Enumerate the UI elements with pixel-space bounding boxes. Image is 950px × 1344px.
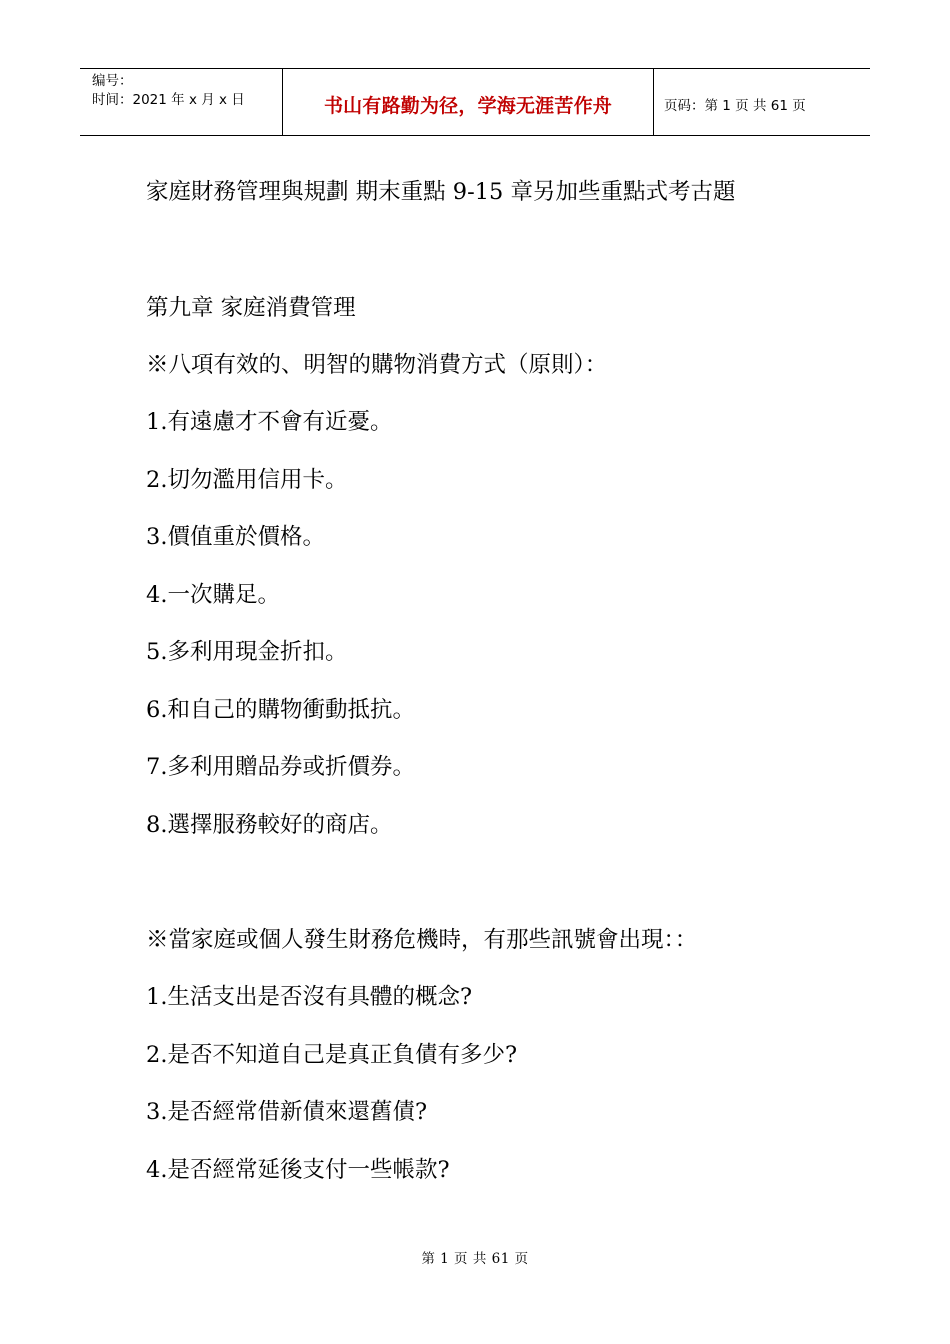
list-item: 2.切勿濫用信用卡。 [146,467,348,493]
list-item: 1.生活支出是否沒有具體的概念? [146,984,473,1010]
header-meta [80,69,282,135]
list-item: 6.和自己的購物衝動抵抗。 [146,697,415,723]
header-motto: 书山有路勤为径，学海无涯苦作舟 [323,94,612,117]
chapter-heading: 第九章 家庭消費管理 [146,295,356,321]
list-item: 2.是否不知道自己是真正負債有多少? [146,1042,518,1068]
list-item: 1.有遠慮才不會有近憂。 [146,409,393,435]
header-motto-cell [282,69,654,135]
header-page-info: 页码：第 1 页 共 61 页 [664,97,806,114]
list-item: 8.選擇服務較好的商店。 [146,812,393,838]
list-item: 3.是否經常借新債來還舊債? [146,1099,428,1125]
number-label: 编号： [92,73,133,89]
header-page-cell [654,69,870,135]
document-header [80,68,870,136]
section-heading: ※當家庭或個人發生財務危機時，有那些訊號會出現：： [146,927,698,953]
list-item: 4.是否經常延後支付一些帳款? [146,1157,450,1183]
section-heading: ※八項有效的、明智的購物消費方式（原則）： [146,352,608,378]
document-title: 家庭財務管理與規劃 期末重點 9-15 章另加些重點式考古題 [146,179,736,205]
time-label: 时间：2021 年 x 月 x 日 [92,92,245,108]
list-item: 3.價值重於價格。 [146,524,325,550]
list-item: 5.多利用現金折扣。 [146,639,348,665]
page-footer: 第 1 页 共 61 页 [421,1251,529,1267]
list-item: 4.一次購足。 [146,582,280,608]
list-item: 7.多利用贈品券或折價券。 [146,754,415,780]
